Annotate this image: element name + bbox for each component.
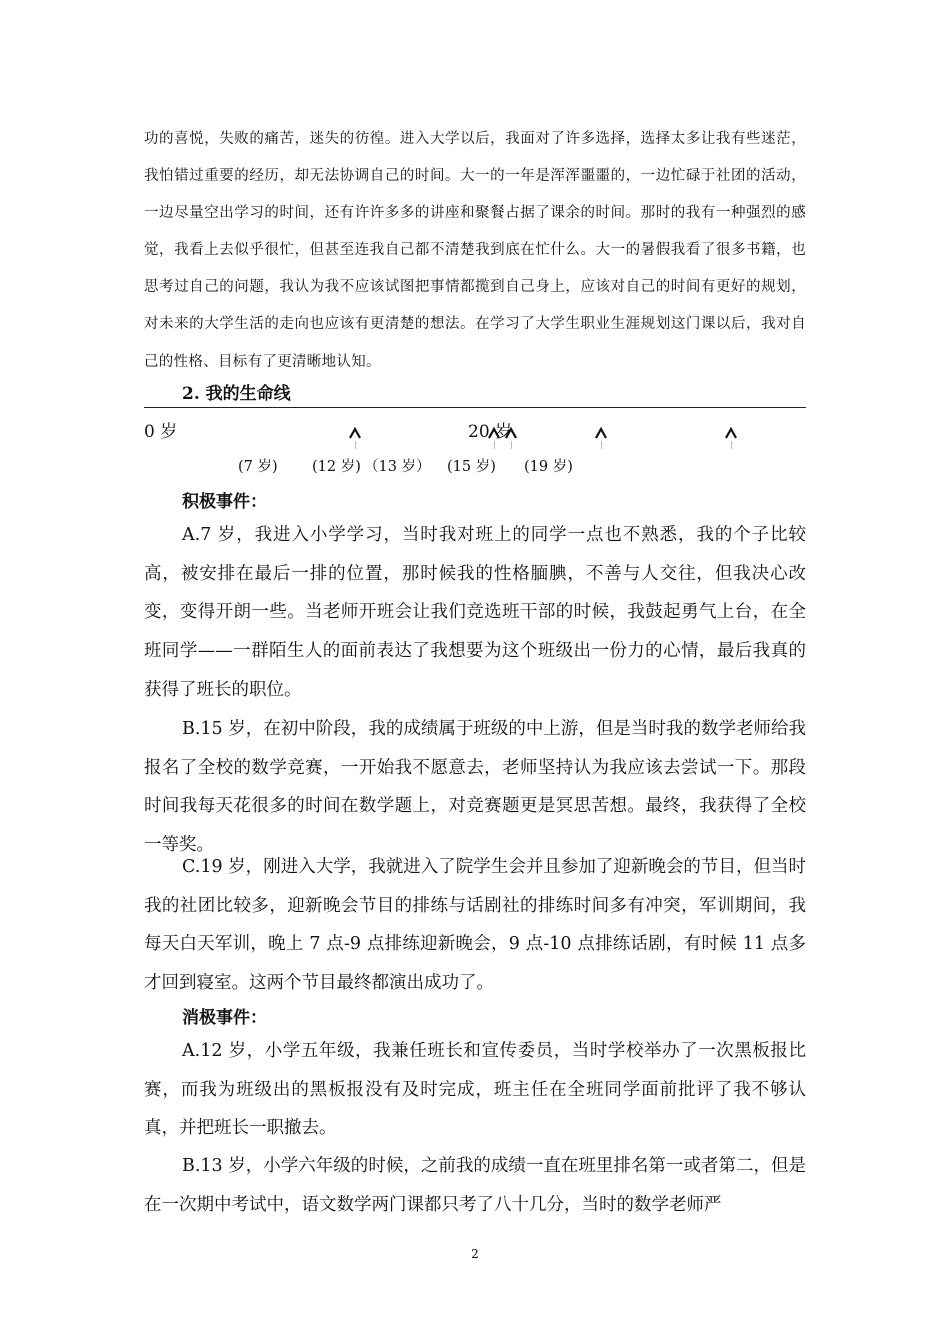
timeline-age-label: (12 岁) bbox=[312, 459, 361, 475]
negative-event-paragraph: B.13 岁，小学六年级的时候，之前我的成绩一直在班里排名第一或者第二，但是在一次期中考试中，语文数学两门课都只考了八十几分，当时的数学老师严 bbox=[144, 1156, 806, 1215]
negative-event-paragraph: A.12 岁，小学五年级，我兼任班长和宣传委员，当时学校举办了一次黑板报比赛，而我为班级出的黑板报没有及时完成，班主任在全班同学面前批评了我不够认真，并把班长一职撤去。 bbox=[144, 1041, 806, 1139]
timeline-tick bbox=[494, 441, 495, 449]
up-caret-icon bbox=[593, 425, 609, 441]
positive-event-paragraph: B.15 岁，在初中阶段，我的成绩属于班级的中上游，但是当时我的数学老师给我报名了全校的数学竞赛，一开始我不愿意去，老师坚持认为我应该去尝试一下。那段时间我每天花很多的时间在数学题上，对竞赛题更是冥思苦想。最终，我获得了全校一等奖。 bbox=[144, 719, 806, 856]
positive-events-heading: 积极事件： bbox=[182, 492, 267, 512]
timeline-age-label: (15 岁) bbox=[447, 459, 496, 475]
up-caret-icon bbox=[503, 425, 519, 441]
timeline-age-label: (7 岁) bbox=[238, 459, 278, 475]
timeline-tick bbox=[511, 441, 512, 449]
intro-paragraph: 功的喜悦，失败的痛苦，迷失的彷徨。进入大学以后，我面对了许多选择，选择太多让我有些迷茫，我怕错过重要的经历，却无法协调自己的时间。大一的一年是浑浑噩噩的，一边忙碌于社团的活动，一边尽量空出学习的时间，还有许许多多的讲座和聚餐占据了课余的时间。那时的我有一种强烈的感觉，我看上去似乎很忙，但甚至连我自己都不清楚我到底在忙什么。大一的暑假我看了很多书籍，也思考过自己的问题，我认为我不应该试图把事情都揽到自己身上，应该对自己的时间有更好的规划，对未来的大学生活的走向也应该有更清楚的想法。在学习了大学生职业生涯规划这门课以后，我对自己的性格、目标有了更清晰地认知。 bbox=[144, 131, 806, 370]
negative-events-heading: 消极事件： bbox=[182, 1008, 267, 1028]
timeline-tick bbox=[355, 441, 356, 449]
up-caret-icon bbox=[486, 425, 502, 441]
timeline-start-label: 0 岁 bbox=[144, 422, 178, 442]
positive-event-paragraph: A.7 岁，我进入小学学习，当时我对班上的同学一点也不熟悉，我的个子比较高，被安排在最后一排的位置，那时候我的性格腼腆，不善与人交往，但我决心改变，变得开朗一些。当老师开班会让我们竞选班干部的时候，我鼓起勇气上台，在全班同学——一群陌生人的面前表达了我想要为这个班级出一份力的心情，最后我真的获得了班长的职位。 bbox=[144, 525, 806, 700]
section-heading: 2. 我的生命线 bbox=[182, 384, 291, 404]
timeline-mid-label: 20 岁 bbox=[468, 422, 513, 442]
up-caret-icon bbox=[347, 425, 363, 441]
positive-event-paragraph: C.19 岁，刚进入大学，我就进入了院学生会并且参加了迎新晚会的节目，但当时我的社团比较多，迎新晚会节目的排练与话剧社的排练时间多有冲突，军训期间，我每天白天军训，晚上 7 点-9 点排练迎新晚会，9 点-10 点排练话剧，有时候 11 点多才回到寝室。这两个节目最终都演出成功了。 bbox=[144, 857, 806, 994]
timeline-age-label: （13 岁） bbox=[364, 459, 431, 475]
timeline-age-label: (19 岁) bbox=[524, 459, 573, 475]
timeline-axis bbox=[144, 407, 806, 408]
timeline-tick bbox=[601, 441, 602, 449]
up-caret-icon bbox=[723, 425, 739, 441]
page-number: 2 bbox=[471, 1247, 479, 1261]
timeline-tick bbox=[731, 441, 732, 449]
